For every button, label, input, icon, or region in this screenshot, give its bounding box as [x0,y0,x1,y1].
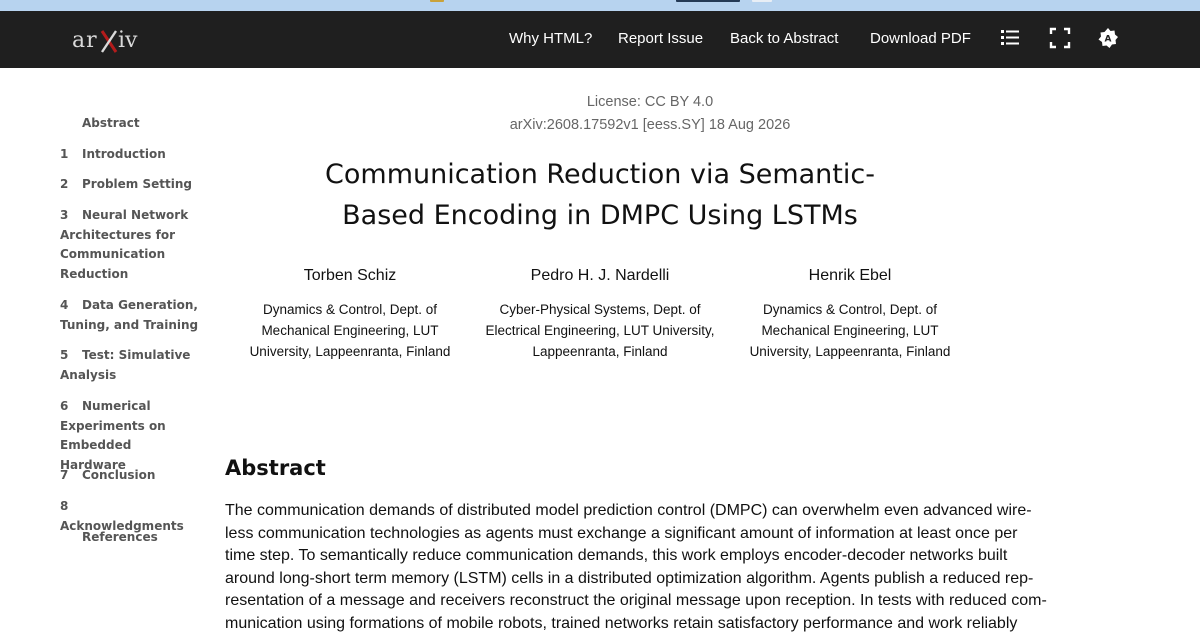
affiliation-line: Cyber-Physical Systems, Dept. of [499,302,701,317]
toc-number: 8 [60,499,69,513]
author-affiliation [480,299,720,362]
nav-download-pdf-link[interactable]: Download PDF [870,30,971,47]
toc-label: References [82,530,158,544]
abstract-line: resentation of a message and receivers reconstruct the original message upon reception. In tests with reduced com- [225,592,1047,610]
affiliation-line: Mechanical Engineering, LUT [261,323,439,338]
toc-number: 6 [60,399,69,413]
svg-text:ar: ar [72,28,98,53]
author-block [480,266,720,362]
abstract-line: time step. To semantically reduce communication demands, this work employs encoder-decoder networks built [225,547,1008,565]
toc-number: 4 [60,298,69,312]
affiliation-line: University, Lappeenranta, Finland [749,344,951,359]
toc-number: 2 [60,177,69,191]
abstract-line: less communication technologies as agents must exchange a significant amount of information at least once per [225,524,1018,542]
author-affiliation [230,299,470,362]
announcement-banner [0,0,1200,11]
list-icon[interactable] [999,27,1021,49]
affiliation-line: Mechanical Engineering, LUT [761,323,939,338]
banner-close-icon[interactable] [752,0,772,2]
toc-label: Test: Simulative Analysis [60,348,191,382]
svg-text:iv: iv [118,28,138,53]
toc-item-numerical-experiments[interactable] [60,397,200,475]
toc-item-introduction[interactable] [60,145,200,165]
toc-item-abstract[interactable] [60,114,222,134]
toc-item-conclusion[interactable] [60,466,200,486]
toc-item-test-simulative-analysis[interactable] [60,346,200,385]
toc-label: Neural Network Architectures for Communication Reduction [60,208,189,281]
author-name: Henrik Ebel [808,267,892,284]
author-block [730,266,970,362]
arxiv-logo-icon[interactable] [72,25,142,55]
toc-item-problem-setting[interactable] [60,175,200,195]
nav-why-html-link[interactable]: Why HTML? [509,30,593,47]
abstract-line: around long-short term memory (LSTM) cells in a distributed optimization algorithm. Agents publish a reduced rep- [225,569,1034,587]
toc-item-neural-network-architectures[interactable] [60,206,200,284]
banner-icon [430,0,444,2]
affiliation-line: Dynamics & Control, Dept. of [762,302,938,317]
nav-report-issue-link[interactable]: Report Issue [618,30,704,47]
fullscreen-icon[interactable] [1049,27,1071,49]
toc-label: Data Generation, Tuning, and Training [60,298,199,332]
affiliation-line: Dynamics & Control, Dept. of [262,302,438,317]
abstract-heading: Abstract [225,456,326,480]
paper-title [300,154,900,236]
author-block [230,266,470,362]
toc-label: Conclusion [82,468,156,482]
arxiv-identifier: arXiv:2608.17592v1 [eess.SY] 18 Aug 2026 [509,117,791,133]
license-line: License: CC BY 4.0 [586,94,714,110]
toc-number: 3 [60,208,69,222]
settings-icon[interactable] [1097,27,1119,49]
author-affiliation [730,299,970,362]
toc-label: Numerical Experiments on Embedded Hardware [60,399,166,472]
affiliation-line: University, Lappeenranta, Finland [249,344,451,359]
toc-label: Abstract [82,116,140,130]
toc-number: 5 [60,348,69,362]
author-name: Pedro H. J. Nardelli [530,267,670,284]
toc-label: Introduction [82,147,166,161]
toc-number: 1 [60,147,69,161]
abstract-line: munication using formations of mobile robots, trained networks retain satisfactory performance and work reliably [225,614,1018,632]
toc-label: Problem Setting [82,177,192,191]
abstract-line: The communication demands of distributed model prediction control (DMPC) can overwhelm even advanced wire- [225,502,1032,519]
banner-link[interactable] [676,0,740,2]
affiliation-line: Lappeenranta, Finland [532,344,668,359]
author-name: Torben Schiz [303,267,397,284]
title-line: Based Encoding in DMPC Using LSTMs [342,200,858,231]
toc-number: 7 [60,468,69,482]
abstract-body [225,500,1047,636]
nav-back-to-abstract-link[interactable]: Back to Abstract [730,30,839,47]
toc-label: Acknowledgments [60,518,184,533]
top-navigation-bar [0,11,1200,68]
toc-item-data-generation[interactable] [60,296,200,335]
affiliation-line: Electrical Engineering, LUT University, [485,323,715,338]
title-line: Communication Reduction via Semantic- [325,159,875,190]
svg-text:A: A [1104,34,1112,45]
toc-item-references[interactable] [60,528,222,548]
